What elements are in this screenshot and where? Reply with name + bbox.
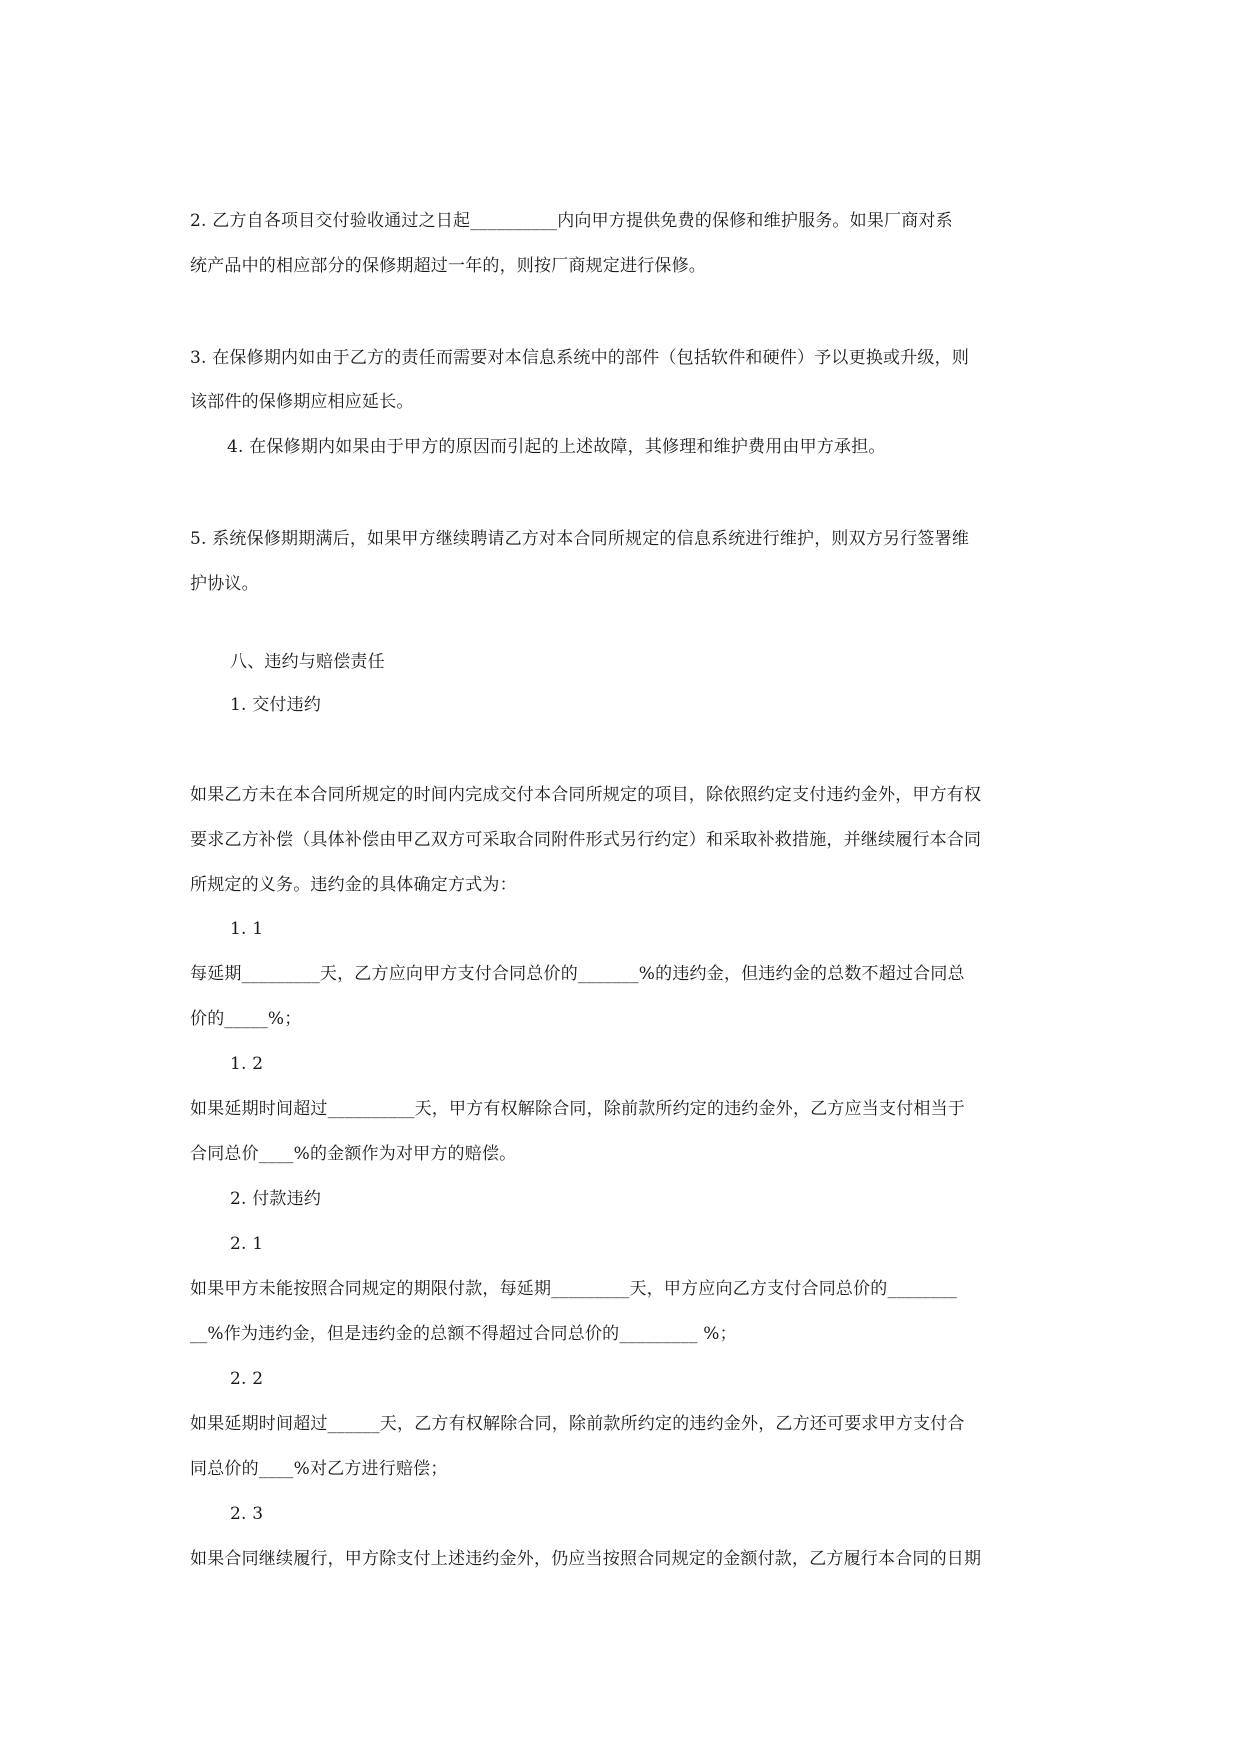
item-2-3-line-1: 如果合同继续履行，甲方除支付上述违约金外，仍应当按照合同规定的金额付款，乙方履行本合同的日期 bbox=[190, 1549, 982, 1569]
item-2-1-label: 2. 1 bbox=[230, 1234, 264, 1254]
delivery-para-line-1: 如果乙方未在本合同所规定的时间内完成交付本合同所规定的项目，除依照约定支付违约金外，甲方有权 bbox=[190, 785, 982, 805]
item-1-1-line-2: 价的_____%； bbox=[190, 1009, 302, 1029]
item-1-2-line-1: 如果延期时间超过__________天，甲方有权解除合同，除前款所约定的违约金外，乙方应当支付相当于 bbox=[190, 1099, 965, 1119]
item-2-2-line-1: 如果延期时间超过______天，乙方有权解除合同，除前款所约定的违约金外，乙方还可要求甲方支付合 bbox=[190, 1414, 965, 1434]
item-1-1-label: 1. 1 bbox=[230, 919, 264, 939]
clause-2-line-2: 统产品中的相应部分的保修期超过一年的，则按厂商规定进行保修。 bbox=[190, 256, 706, 276]
item-1-2-label: 1. 2 bbox=[230, 1054, 264, 1074]
subheading-payment-breach: 2. 付款违约 bbox=[230, 1189, 322, 1209]
item-2-1-line-1: 如果甲方未能按照合同规定的期限付款，每延期_________天，甲方应向乙方支付合同总价的________ bbox=[190, 1279, 958, 1299]
item-1-1-line-1: 每延期_________天，乙方应向甲方支付合同总价的_______%的违约金，但违约金的总数不超过合同总 bbox=[190, 964, 965, 984]
clause-2-line-1: 2. 乙方自各项目交付验收通过之日起__________内向甲方提供免费的保修和维护服务。如果厂商对系 bbox=[190, 211, 953, 231]
section-heading: 八、违约与赔偿责任 bbox=[230, 652, 385, 672]
subheading-delivery-breach: 1. 交付违约 bbox=[230, 695, 322, 715]
clause-5-line-1: 5. 系统保修期期满后，如果甲方继续聘请乙方对本合同所规定的信息系统进行维护，则双方另行签署维 bbox=[190, 529, 970, 549]
clause-4: 4. 在保修期内如果由于甲方的原因而引起的上述故障，其修理和维护费用由甲方承担。 bbox=[227, 437, 886, 457]
clause-3-line-2: 该部件的保修期应相应延长。 bbox=[190, 392, 414, 412]
item-2-2-line-2: 同总价的____%对乙方进行赔偿； bbox=[190, 1459, 448, 1479]
delivery-para-line-2: 要求乙方补偿（具体补偿由甲乙双方可采取合同附件形式另行约定）和采取补救措施，并继续履行本合同 bbox=[190, 830, 982, 850]
item-2-2-label: 2. 2 bbox=[230, 1369, 264, 1389]
item-2-3-label: 2. 3 bbox=[230, 1504, 264, 1524]
item-2-1-line-2: __%作为违约金，但是违约金的总额不得超过合同总价的_________ %； bbox=[190, 1324, 737, 1344]
clause-5-line-2: 护协议。 bbox=[190, 574, 259, 594]
item-1-2-line-2: 合同总价____%的金额作为对甲方的赔偿。 bbox=[190, 1144, 517, 1164]
clause-3-line-1: 3. 在保修期内如由于乙方的责任而需要对本信息系统中的部件（包括软件和硬件）予以更换或升级，则 bbox=[190, 348, 970, 368]
delivery-para-line-3: 所规定的义务。违约金的具体确定方式为： bbox=[190, 875, 517, 895]
